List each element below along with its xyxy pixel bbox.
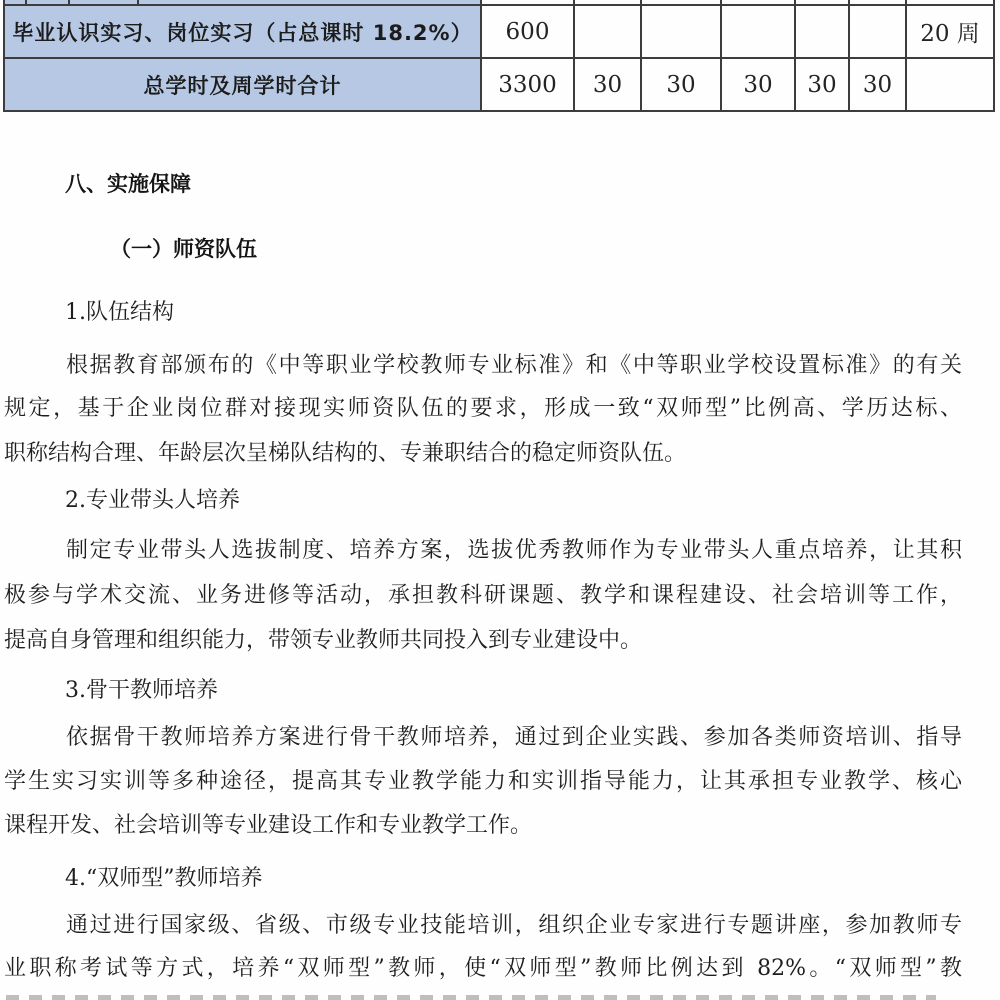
course-hours-table	[3, 0, 995, 112]
section-title-leader-cultivation: 2.专业带头人培养	[65, 488, 240, 513]
cell-empty	[849, 5, 906, 58]
paragraph-line: 提高自身管理和组织能力，带领专业教师共同投入到专业建设中。	[4, 628, 643, 653]
paragraph-line: 课程开发、社会培训等专业建设工作和专业教学工作。	[4, 813, 533, 838]
paragraph-line: 规定，基于企业岗位群对接现实师资队伍的要求，形成一致“双师型”比例高、学历达标、	[4, 396, 962, 421]
section-title-team-structure: 1.队伍结构	[65, 300, 174, 325]
cell-empty	[641, 5, 721, 58]
cell-weekly-hours-1: 30	[574, 58, 641, 111]
cell-empty	[574, 5, 641, 58]
cell-internship-weeks: 20 周	[906, 5, 994, 58]
paragraph-line: 极参与学术交流、业务进修等活动，承担教科研课题、教学和课程建设、社会培训等工作，	[4, 583, 962, 608]
cell-internship-total-hours: 600	[481, 5, 574, 58]
paragraph-line: 学生实习实训等多种途径，提高其专业教学能力和实训指导能力，让其承担专业教学、核心	[4, 769, 962, 794]
cell-grand-total-hours: 3300	[481, 58, 574, 111]
heading-implementation-safeguards: 八、实施保障	[65, 172, 191, 196]
paragraph-line: 业职称考试等方式，培养“双师型”教师，使“双师型”教师比例达到 82%。“双师型”教	[4, 956, 962, 981]
paragraph-line: 通过进行国家级、省级、市级专业技能培训，组织企业专家进行专题讲座，参加教师专	[66, 913, 962, 938]
section-title-backbone-teachers: 3.骨干教师培养	[65, 678, 218, 703]
section-title-dual-qualified-teachers: 4.“双师型”教师培养	[65, 866, 263, 891]
cell-weekly-hours-4: 30	[795, 58, 849, 111]
table-row-internship	[4, 5, 994, 58]
row-label-internship: 毕业认识实习、岗位实习（占总课时 18.2%）	[4, 5, 481, 58]
heading-faculty-team: （一）师资队伍	[110, 237, 257, 261]
cell-empty	[906, 58, 994, 111]
cell-empty	[795, 5, 849, 58]
paragraph-line: 根据教育部颁布的《中等职业学校教师专业标准》和《中等职业学校设置标准》的有关	[66, 353, 962, 378]
cell-weekly-hours-3: 30	[721, 58, 795, 111]
cell-weekly-hours-5: 30	[849, 58, 906, 111]
clipped-next-line-remnant	[6, 995, 936, 1000]
paragraph-line: 依据骨干教师培养方案进行骨干教师培养，通过到企业实践、参加各类师资培训、指导	[66, 725, 962, 750]
cell-empty	[721, 5, 795, 58]
paragraph-line: 制定专业带头人选拔制度、培养方案，选拔优秀教师作为专业带头人重点培养，让其积	[66, 538, 962, 563]
paragraph-line: 职称结构合理、年龄层次呈梯队结构的、专兼职结合的稳定师资队伍。	[4, 441, 687, 466]
cell-weekly-hours-2: 30	[641, 58, 721, 111]
row-label-total: 总学时及周学时合计	[4, 58, 481, 111]
table-row-total	[4, 58, 994, 111]
